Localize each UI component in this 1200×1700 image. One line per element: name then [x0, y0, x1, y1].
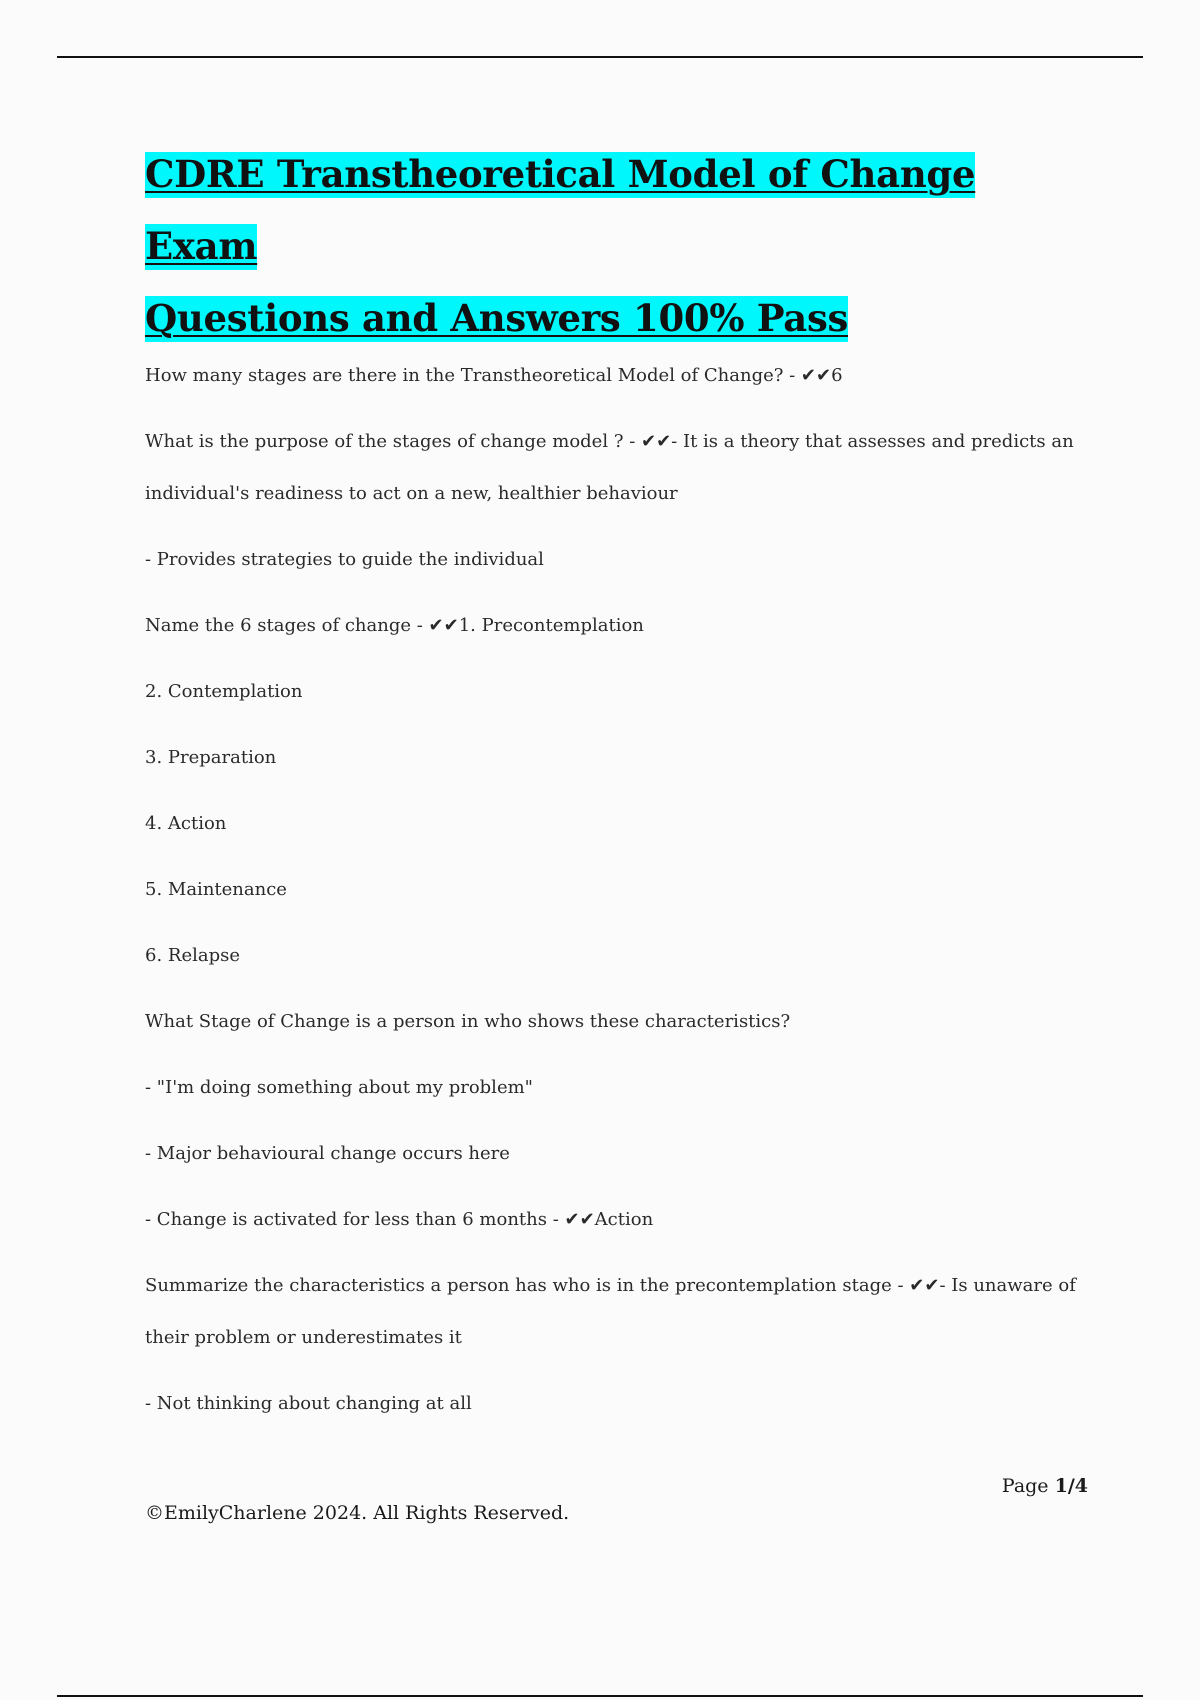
characteristic-item: - Major behavioural change occurs here [145, 1143, 510, 1164]
page-label: Page [1001, 1475, 1055, 1497]
characteristic-item: - Change is activated for less than 6 months - ✔✔Action [145, 1209, 654, 1230]
title-line-2: Questions and Answers 100% Pass [145, 296, 849, 340]
answer-precontemplation-continued: their problem or underestimates it [145, 1327, 462, 1348]
answer-precontemplation-item: - Not thinking about changing at all [145, 1393, 472, 1414]
list-item: 2. Contemplation [145, 681, 303, 702]
document-title [145, 138, 1085, 354]
list-item: 3. Preparation [145, 747, 277, 768]
top-rule [57, 56, 1143, 58]
question-precontemplation: Summarize the characteristics a person has who is in the precontemplation stage - ✔✔- Is unaware of [145, 1275, 1076, 1296]
question-name-stages: Name the 6 stages of change - ✔✔1. Precontemplation [145, 615, 644, 636]
document-body [145, 350, 1075, 1430]
copyright-notice: ©EmilyCharlene 2024. All Rights Reserved. [145, 1502, 570, 1524]
question-stages-count: How many stages are there in the Transtheoretical Model of Change? - ✔✔6 [145, 365, 843, 386]
title-line-1: CDRE Transtheoretical Model of Change Exam [145, 152, 976, 268]
answer-purpose-strategies: - Provides strategies to guide the individual [145, 549, 544, 570]
list-item: 6. Relapse [145, 945, 241, 966]
question-purpose: What is the purpose of the stages of change model ? - ✔✔- It is a theory that assesses and predicts an [145, 431, 1074, 452]
page-number [1002, 1475, 1088, 1497]
page-count: 1/4 [1054, 1475, 1088, 1497]
bottom-rule [57, 1695, 1143, 1697]
list-item: 5. Maintenance [145, 879, 287, 900]
list-item: 4. Action [145, 813, 227, 834]
answer-purpose-continued: individual's readiness to act on a new, healthier behaviour [145, 483, 678, 504]
question-stage-characteristics: What Stage of Change is a person in who shows these characteristics? [145, 1011, 791, 1032]
characteristic-item: - "I'm doing something about my problem" [145, 1077, 533, 1098]
